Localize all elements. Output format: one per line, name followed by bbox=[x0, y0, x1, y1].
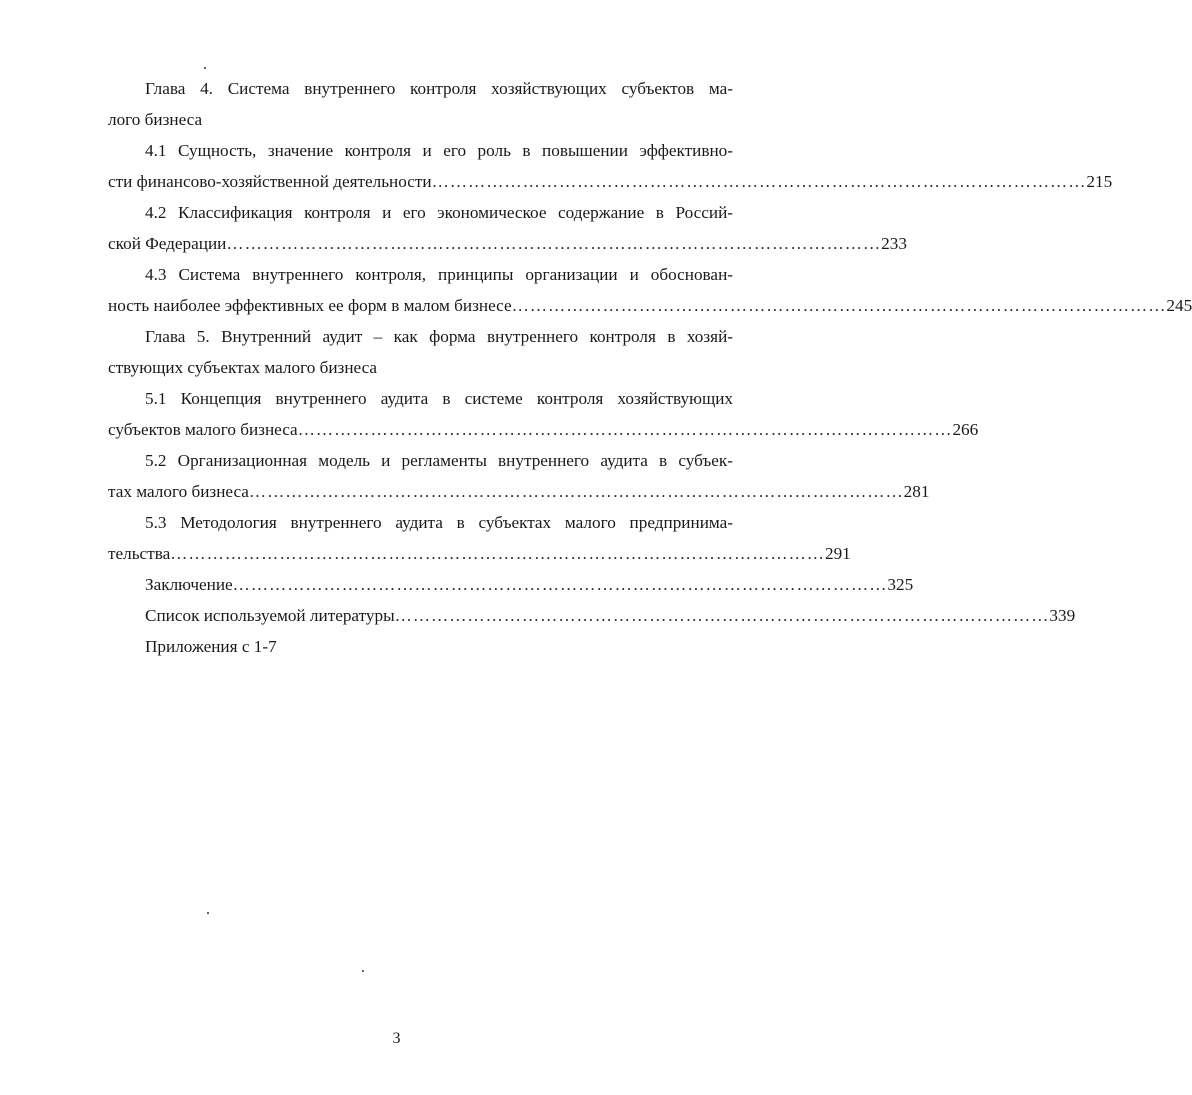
toc-section-5-1-cont bbox=[108, 414, 979, 445]
toc-chapter-4-title-cont: лого бизнеса bbox=[108, 110, 203, 129]
dot-leader: ……………………………………………………………………………………………… bbox=[170, 544, 825, 563]
toc-entry-text: ность наиболее эффективных ее форм в малом бизнесе bbox=[108, 296, 512, 315]
toc-entry-text: ской Федерации bbox=[108, 234, 227, 253]
toc-section-4-1: 4.1 Сущность, значение контроля и его роль в повышении эффективно- bbox=[145, 141, 733, 160]
dot-leader: ……………………………………………………………………………………………… bbox=[394, 606, 1050, 625]
toc-entry-text: тельства bbox=[108, 544, 171, 563]
toc-appendices: Приложения с 1-7 bbox=[145, 637, 277, 656]
toc-entry-text: Список используемой литературы bbox=[145, 606, 395, 625]
toc-chapter-4-title: Глава 4. Система внутреннего контроля хозяйствующих субъектов ма- bbox=[145, 79, 733, 98]
toc-section-4-2: 4.2 Классификация контроля и его экономическое содержание в Россий- bbox=[145, 203, 733, 222]
scan-speck bbox=[362, 970, 364, 972]
toc-section-4-3: 4.3 Система внутреннего контроля, принципы организации и обоснован- bbox=[145, 265, 733, 284]
dot-leader: ……………………………………………………………………………………………… bbox=[248, 482, 904, 501]
toc-page-number: 281 bbox=[903, 482, 930, 501]
toc-page-number: 245 bbox=[1166, 296, 1192, 315]
toc-section-5-3: 5.3 Методология внутреннего аудита в субъектах малого предпринима- bbox=[145, 513, 733, 532]
dot-leader: ……………………………………………………………………………………………… bbox=[226, 234, 882, 253]
toc-entry-text: тах малого бизнеса bbox=[108, 482, 249, 501]
toc-page-number: 266 bbox=[952, 420, 979, 439]
dot-leader: ……………………………………………………………………………………………… bbox=[511, 296, 1167, 315]
toc-entry-text: субъектов малого бизнеса bbox=[108, 420, 298, 439]
toc-chapter-5-title-cont: ствующих субъектах малого бизнеса bbox=[108, 358, 378, 377]
toc-page-number: 215 bbox=[1086, 172, 1113, 191]
toc-section-4-2-cont bbox=[108, 228, 907, 259]
toc-page-number: 325 bbox=[887, 575, 914, 594]
toc-section-4-1-cont bbox=[108, 166, 1113, 197]
toc-entry-text: Заключение bbox=[145, 575, 233, 594]
dot-leader: ……………………………………………………………………………………………… bbox=[232, 575, 888, 594]
page-number: 3 bbox=[392, 1030, 401, 1047]
dot-leader: ……………………………………………………………………………………………… bbox=[297, 420, 953, 439]
toc-page-number: 339 bbox=[1049, 606, 1076, 625]
toc-section-5-2: 5.2 Организационная модель и регламенты внутреннего аудита в субъек- bbox=[145, 451, 733, 470]
toc-page-number: 233 bbox=[881, 234, 907, 253]
toc-section-5-2-cont bbox=[108, 476, 930, 507]
toc-section-4-3-cont bbox=[108, 290, 1192, 321]
scan-speck bbox=[207, 912, 209, 914]
scan-speck bbox=[204, 67, 206, 69]
toc-section-5-1: 5.1 Концепция внутреннего аудита в системе контроля хозяйствующих bbox=[145, 389, 733, 408]
toc-references bbox=[108, 600, 1076, 631]
toc-page-number: 291 bbox=[824, 544, 851, 563]
toc-conclusion bbox=[108, 569, 914, 600]
table-of-contents bbox=[108, 73, 1192, 662]
dot-leader: ……………………………………………………………………………………………… bbox=[431, 172, 1087, 191]
toc-entry-text: сти финансово-хозяйственной деятельности bbox=[108, 172, 432, 191]
toc-chapter-5-title: Глава 5. Внутренний аудит – как форма внутреннего контроля в хозяй- bbox=[145, 327, 733, 346]
toc-section-5-3-cont bbox=[108, 538, 851, 569]
